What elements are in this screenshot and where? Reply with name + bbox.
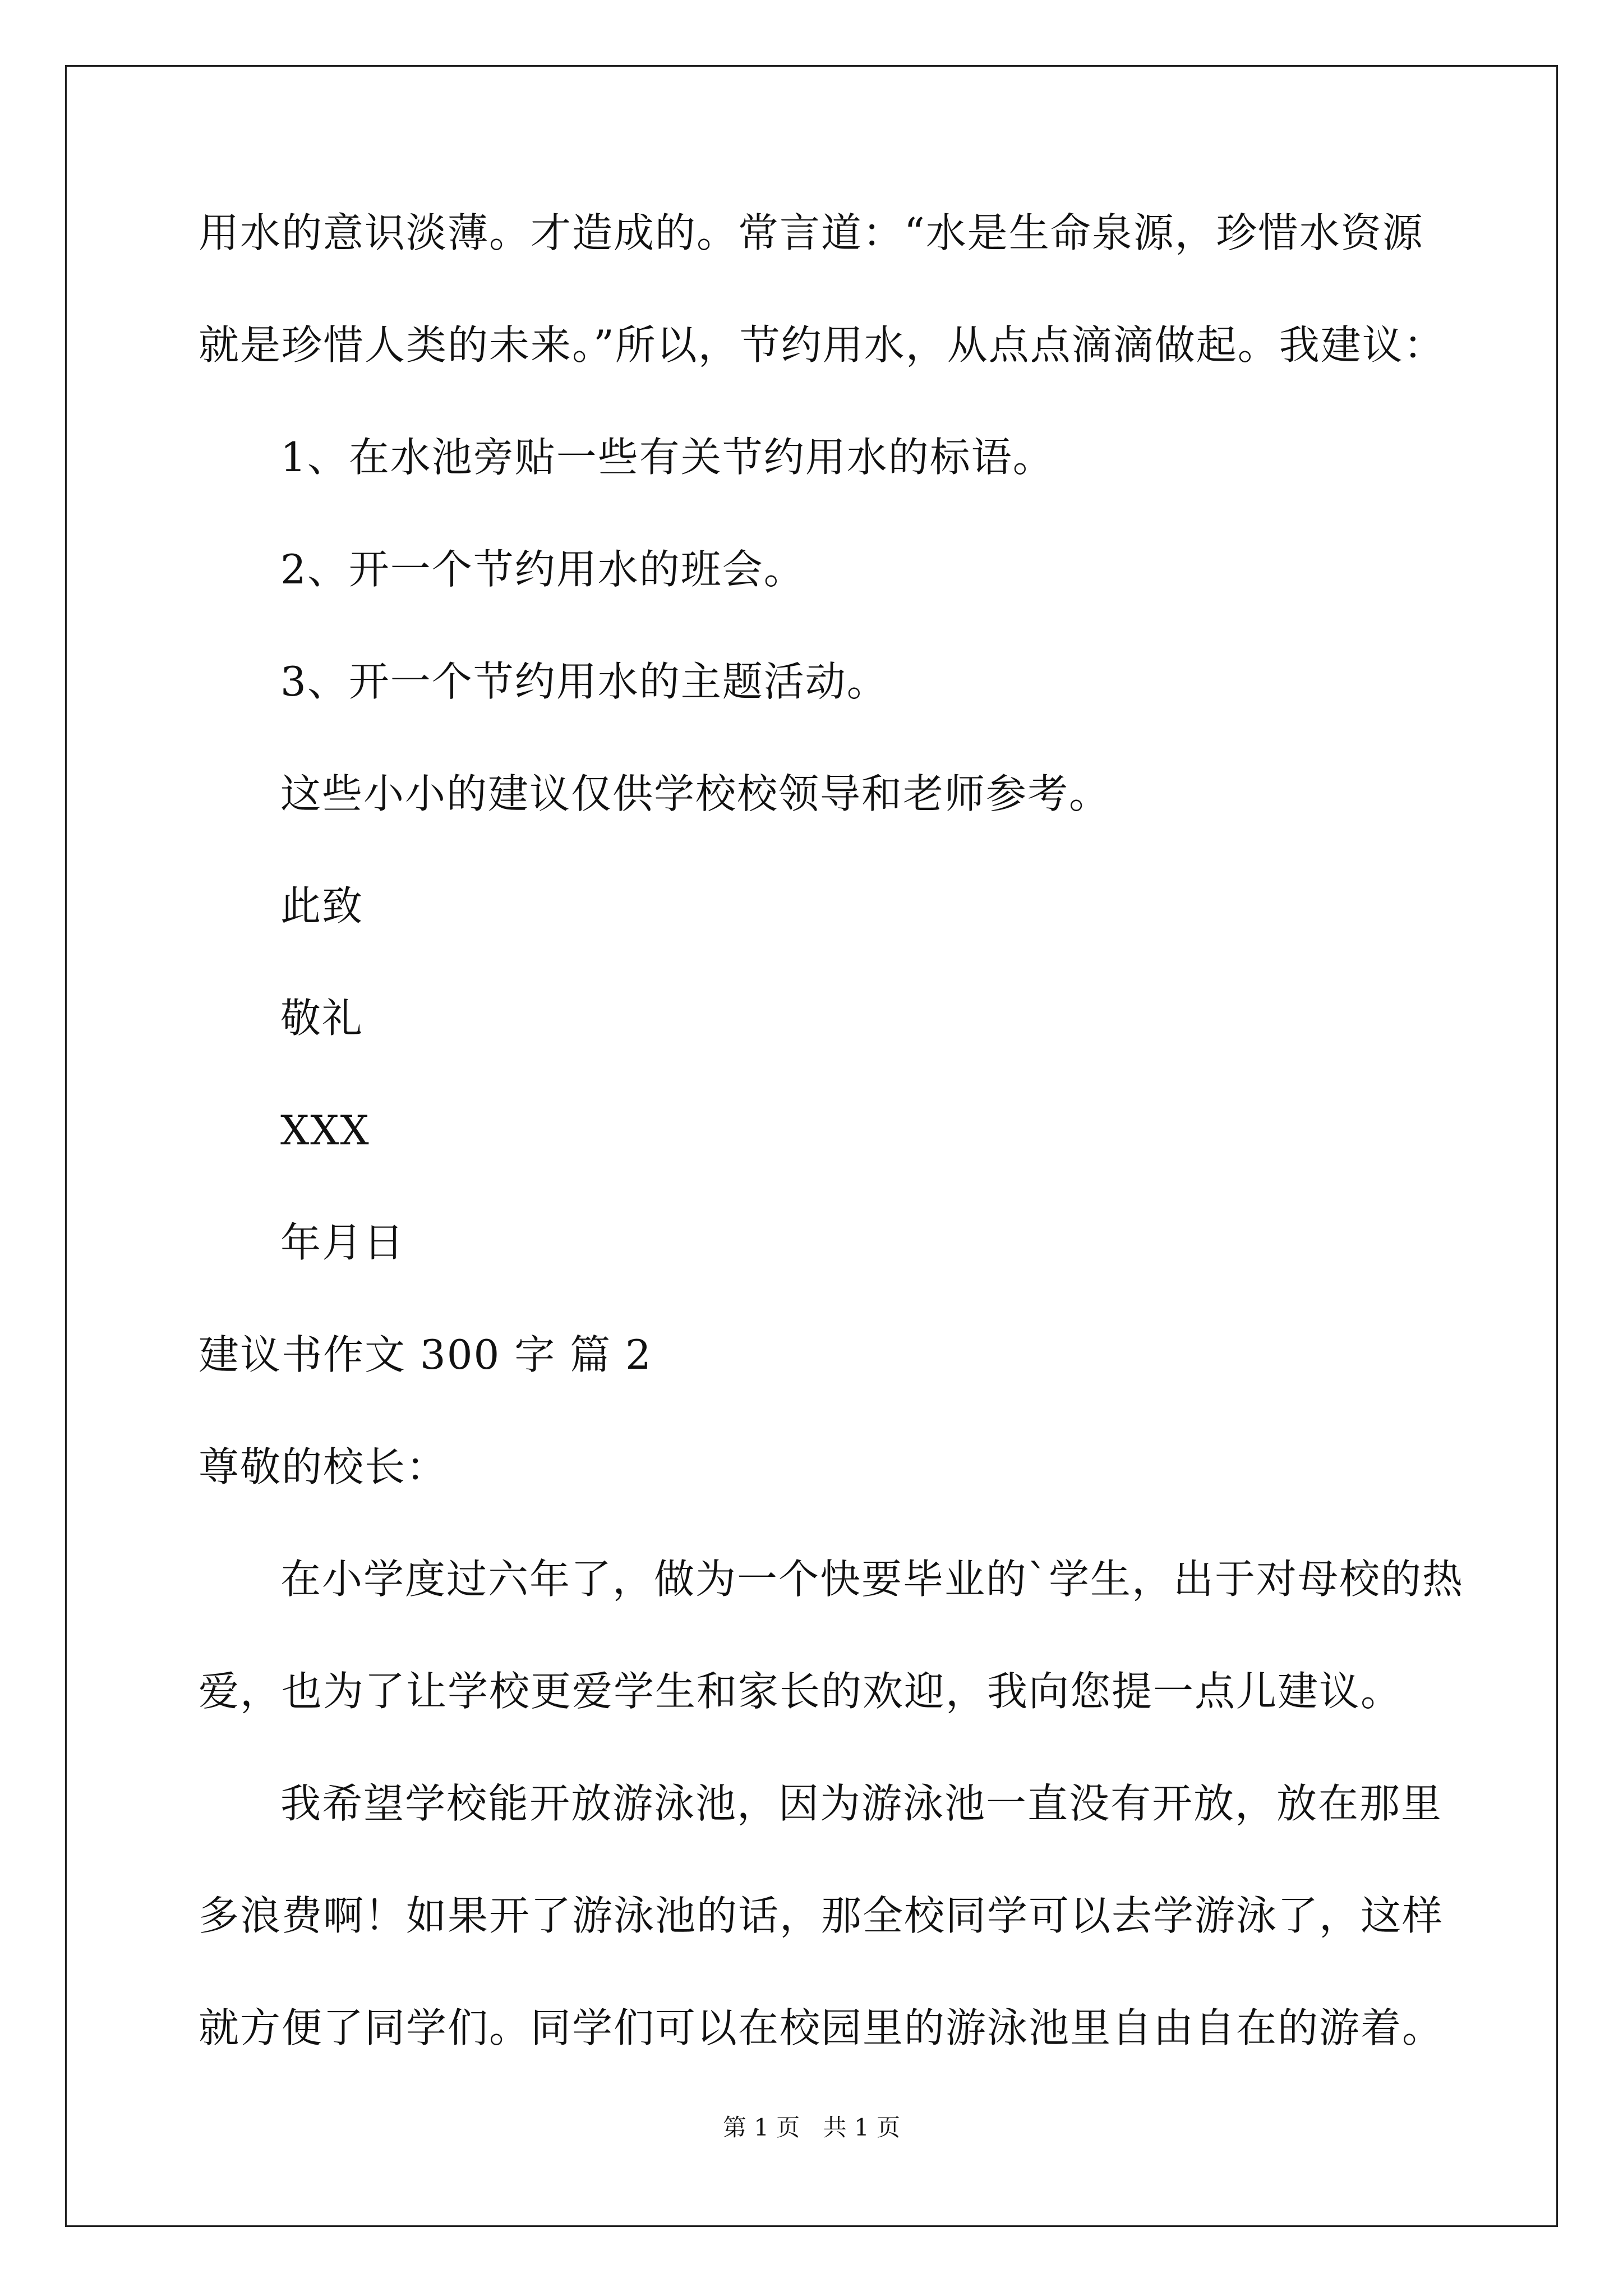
page-number: 第 1 页	[722, 2114, 800, 2141]
list-item: 2、开一个节约用水的班会。	[280, 546, 805, 593]
salutation: 尊敬的校长：	[199, 1443, 448, 1490]
paragraph-line: 在小学度过六年了，做为一个快要毕业的`学生，出于对母校的热	[280, 1556, 1464, 1603]
closing-line: 敬礼	[280, 995, 364, 1042]
list-item: 1、在水池旁贴一些有关节约用水的标语。	[280, 434, 1054, 481]
section-heading: 建议书作文 300 字 篇 2	[199, 1331, 652, 1378]
page-total: 共 1 页	[823, 2114, 901, 2141]
list-item: 3、开一个节约用水的主题活动。	[280, 658, 888, 705]
paragraph-line: 爱，也为了让学校更爱学生和家长的欢迎，我向您提一点儿建议。	[199, 1668, 1403, 1715]
paragraph-line: 多浪费啊！如果开了游泳池的话，那全校同学可以去学游泳了，这样	[199, 1892, 1444, 1939]
paragraph-line: 我希望学校能开放游泳池，因为游泳池一直没有开放，放在那里	[280, 1780, 1443, 1827]
paragraph-line: 就是珍惜人类的未来。”所以，节约用水，从点点滴滴做起。我建议：	[199, 321, 1445, 369]
paragraph-line: 用水的意识淡薄。才造成的。常言道：“水是生命泉源，珍惜水资源	[199, 209, 1424, 256]
signature-name: XXX	[280, 1107, 370, 1154]
closing-line: 此致	[280, 882, 364, 930]
paragraph-line: 这些小小的建议仅供学校校领导和老师参考。	[280, 770, 1111, 817]
page-footer	[0, 2114, 1623, 2142]
signature-date: 年月日	[280, 1219, 405, 1266]
paragraph-line: 就方便了同学们。同学们可以在校园里的游泳池里自由自在的游着。	[199, 2004, 1444, 2051]
